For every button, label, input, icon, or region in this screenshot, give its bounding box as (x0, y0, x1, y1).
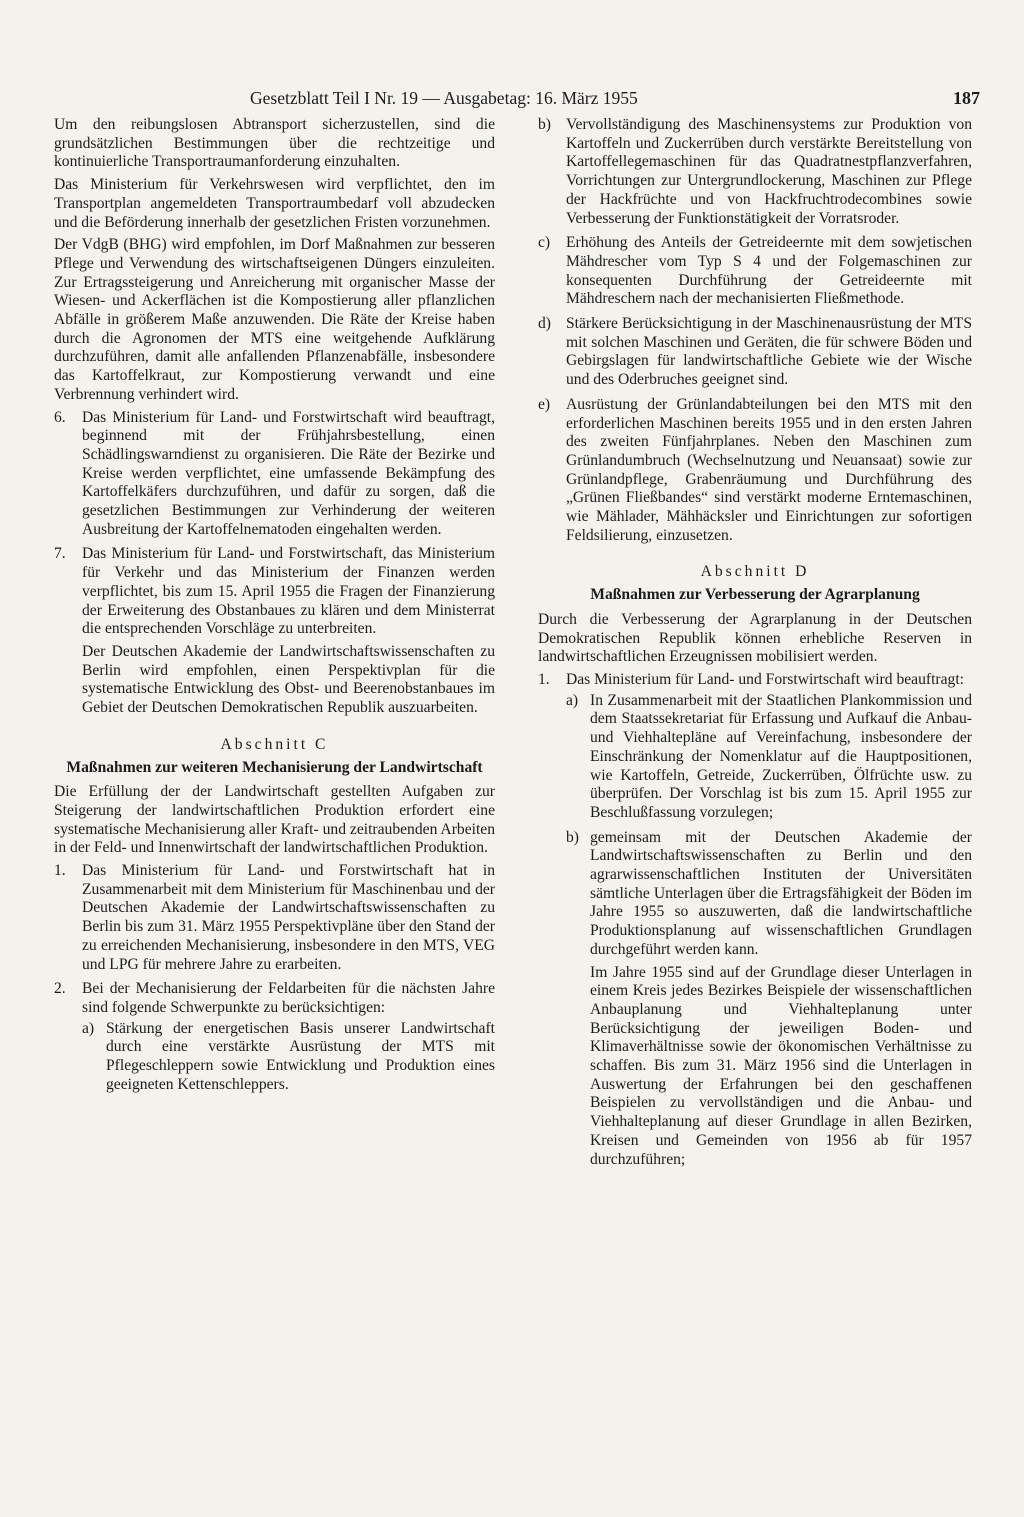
subitem-text: Vervollständigung des Maschinensystems zur Produktion von Kartoffeln und Zuckerrüben durch verstärkte Bereitstellung von Kartoffellegemaschinen für das Quadratnestpflanzverfahren, Vorrichtungen zur Untergrundlockerung, Maschinen zur Pflege der Hackfrüchte und von Hackfruchtrodecombines sowie Verbesserung der Funktionstätigkeit der Vorratsroder. (566, 116, 972, 227)
left-column (54, 116, 495, 1100)
subitem-paragraph: Im Jahre 1955 sind auf der Grundlage dieser Unterlagen in einem Kreis jedes Bezirkes Beispiele der wissenschaftlichen Anbauplanung und Viehhalteplanung unter Berücksichtigung der jeweiligen Boden- und Klimaverhältnisse sowie der ökonomischen Verhältnisse zu schaffen. Bis zum 31. März 1956 sind die Unterlagen in Auswertung der Erfahrungen bei den geschaffenen Beispielen zu vervollständigen und die Anbau- und Viehhalteplanung auf dieser Grundlage in allen Bezirken, Kreisen und Gemeinden von 1956 ab für 1957 durchzuführen; (590, 963, 972, 1168)
item-text: Das Ministerium für Land- und Forstwirtschaft, das Ministerium für Verkehr und das Ministerium der Finanzen werden verpflichtet, bis zum 15. April 1955 die Fragen der Finanzierung der Erweiterung des Obstanbaues zu klären und dem Ministerrat die entsprechenden Vorschläge zu unterbreiten. (82, 545, 495, 638)
right-column (538, 116, 972, 1175)
subitem-letter: b) (566, 828, 579, 846)
paragraph: Die Erfüllung der der Landwirtschaft gestellten Aufgaben zur Steigerung der landwirtschaftlichen Produktion erfordert eine systematische Mechanisierung aller Kraft- und zeitraubenden Arbeiten in der Feld- und Innenwirtschaft der landwirtschaftlichen Produktion. (54, 783, 495, 857)
subitem-letter: d) (538, 315, 551, 333)
subitem-a (566, 692, 972, 823)
subitem-list (566, 692, 972, 1170)
item-number: 2. (54, 980, 66, 998)
item-text: Bei der Mechanisierung der Feldarbeiten für die nächsten Jahre sind folgende Schwerpunkte zu berücksichtigen: (82, 980, 495, 1016)
subitem-letter: c) (538, 234, 551, 252)
subitem-c (538, 234, 972, 309)
section-heading: Abschnitt D (700, 563, 810, 581)
paragraph: Der VdgB (BHG) wird empfohlen, im Dorf Maßnahmen zur besseren Pflege und Verwendung des wirtschaftseigenen Düngers einzuleiten. Zur Ertragssteigerung und Anreicherung mit organischer Masse der Wiesen- und Ackerflächen ist die Kompostierung aller pflanzlichen Abfälle in größerem Maße anzuwenden. Die Räte der Kreise haben durch die Agronomen der MTS eine weitgehende Aufklärung durchzuführen, damit alle anfallenden Pflanzenabfälle, insbesondere das Kartoffelkraut, zur Kompostierung verwandt und eine Verbrennung verhindert wird. (54, 236, 495, 403)
numbered-item-2 (54, 980, 495, 1094)
numbered-item-1 (538, 671, 972, 1169)
subitem-text: Ausrüstung der Grünlandabteilungen bei den MTS mit den erforderlichen Maschinen bereits 1955 und in den ersten Jahren des zweiten Fünfjahrplanes. Neben den Maschinen zum Grünlandumbruch (Wechselnutzung und Neuansaat) sowie zur Grünlandpflege, Grabenräumung und Durchführung des „Grünen Fließbandes“ sind verstärkt moderne Erntemaschinen, wie Mählader, Mähhäcksler und Einrichtungen zur sofortigen Feldsilierung, einzusetzen. (566, 395, 972, 544)
subitem-e (538, 396, 972, 546)
item-text: Das Ministerium für Land- und Forstwirtschaft wird beauftragt: (566, 670, 964, 688)
subitem-text: In Zusammenarbeit mit der Staatlichen Plankommission und dem Staatssekretariat für Erfassung und Aufkauf die Anbau- und Viehhaltepläne auf Vereinfachung, insbesondere der Einschränkung der Nomenklatur auf die Hauptpositionen, wie Kartoffeln, Getreide, Zuckerrüben, Ölfrüchte usw. zu überprüfen. Der Vorschlag ist bis zum 15. April 1955 zur Beschlußfassung vorzulegen; (590, 691, 972, 821)
paragraph: Um den reibungslosen Abtransport sicherzustellen, sind die grundsätzlichen Bestimmungen über die rechtzeitige und kontinuierliche Transportraumanforderung einzuhalten. (54, 116, 495, 171)
subitem-text: Stärkere Berücksichtigung in der Maschinenausrüstung der MTS mit solchen Maschinen und Geräten, die für schwere Böden und Gebirgslagen für landwirtschaftliche Gebiete wie der Wische und des Oderbruches geeignet sind. (566, 315, 972, 389)
subitem-a (82, 1020, 495, 1095)
numbered-item-7 (54, 545, 495, 717)
running-title: Gesetzblatt Teil I Nr. 19 — Ausgabetag: 16. März 1955 (250, 88, 638, 108)
subitem-text: gemeinsam mit der Deutschen Akademie der Landwirtschaftswissenschaften zu Berlin und den agrarwissenschaftlichen Instituten der Universitäten sämtliche Unterlagen über die Ertragsfähigkeit der Böden im Jahre 1955 so auszuwerten, daß die landwirtschaftliche Produktionsplanung auf wissenschaftlichen Grundlagen durchgeführt werden kann. (590, 828, 972, 958)
subitem-b (566, 829, 972, 1170)
item-number: 1. (54, 862, 66, 880)
item-text: Das Ministerium für Land- und Forstwirtschaft hat in Zusammenarbeit mit dem Ministerium für Maschinenbau und der Deutschen Akademie der Landwirtschaftswissenschaften zu Berlin bis zum 31. März 1955 Perspektivpläne über den Stand der zu erreichenden Mechanisierung, insbesondere in den MTS, VEG und LPG für mehrere Jahre zu erarbeiten. (82, 862, 495, 973)
paragraph: Das Ministerium für Verkehrswesen wird verpflichtet, den im Transportplan angemeldeten Transportraumbedarf voll abzudecken und die Beförderung innerhalb der gesetzlichen Fristen vorzunehmen. (54, 176, 495, 231)
item-number: 1. (538, 670, 550, 688)
section-title: Maßnahmen zur Verbesserung der Agrarplanung (590, 586, 920, 604)
numbered-item-1 (54, 862, 495, 974)
item-number: 6. (54, 408, 66, 426)
section-heading: Abschnitt C (220, 735, 329, 753)
numbered-item-6 (54, 409, 495, 540)
subitem-b (538, 116, 972, 228)
subitem-d (538, 315, 972, 390)
item-text: Das Ministerium für Land- und Forstwirtschaft wird beauftragt, beginnend mit der Frühjahrsbestellung, einen Schädlingswarndienst zu organisieren. Die Räte der Bezirke und Kreise werden verpflichtet, eine umfassende Bekämpfung des Kartoffelkäfers durchzuführen, und dafür zu sorgen, daß die gesetzlichen Bestimmungen zur Verhinderung der weiteren Ausbreitung der Kartoffelnematoden eingehalten werden. (82, 408, 495, 538)
subitem-list (82, 1020, 495, 1095)
item-number: 7. (54, 545, 66, 563)
subitem-text: Erhöhung des Anteils der Getreideernte mit dem sowjetischen Mähdrescher vom Typ S 4 und der Folgemaschinen zur konsequenten Durchführung der Getreideernte mit Mähdreschern nach der mechanisierten Fließmethode. (566, 234, 972, 308)
subitem-letter: b) (538, 116, 551, 133)
subitem-letter: e) (538, 395, 551, 413)
page-header (250, 88, 980, 112)
item-paragraph: Der Deutschen Akademie der Landwirtschaftswissenschaften zu Berlin wird empfohlen, einen Perspektivplan für die systematische Entwicklung des Obst- und Beerenobstanbaues im Gebiet der Deutschen Demokratischen Republik auszuarbeiten. (82, 642, 495, 717)
subitem-letter: a) (566, 691, 579, 709)
section-title: Maßnahmen zur weiteren Mechanisierung der Landwirtschaft (66, 758, 483, 776)
subitem-text: Stärkung der energetischen Basis unserer Landwirtschaft durch eine verstärkte Ausrüstung der MTS mit Pflegeschleppern sowie Entwicklung und Produktion eines geeigneten Kettenschleppers. (106, 1019, 495, 1093)
subitem-letter: a) (82, 1019, 95, 1037)
page-number: 187 (953, 88, 980, 108)
paragraph: Durch die Verbesserung der Agrarplanung in der Deutschen Demokratischen Republik können erhebliche Reserven in landwirtschaftlichen Erzeugnissen mobilisiert werden. (538, 610, 972, 666)
